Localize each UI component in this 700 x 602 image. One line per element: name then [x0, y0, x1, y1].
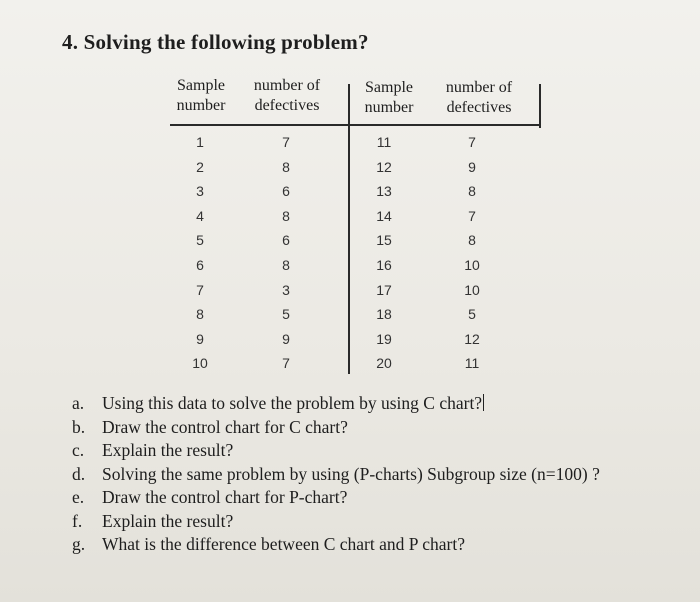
header-text: number of	[253, 77, 321, 94]
cell-sample-number: 10	[192, 355, 208, 372]
cell-sample-number: 12	[376, 158, 392, 175]
cell-defectives: 8	[282, 207, 290, 224]
cell-sample-number: 3	[196, 183, 204, 200]
header-text: Sample	[177, 77, 225, 94]
question-label: g.	[72, 534, 86, 554]
question-label: e.	[72, 487, 85, 507]
cell-defectives: 6	[282, 183, 290, 200]
table-column-divider	[348, 84, 350, 374]
cell-sample-number: 15	[376, 232, 392, 249]
table-right-border	[539, 84, 541, 128]
cell-defectives: 8	[282, 158, 290, 175]
cell-sample-number: 6	[196, 257, 204, 273]
question-label: c.	[72, 440, 85, 460]
question-item	[72, 416, 682, 440]
cell-defectives: 8	[468, 183, 476, 200]
question-item	[72, 486, 682, 510]
question-text: Draw the control chart for P-chart?	[102, 487, 348, 507]
cell-sample-number: 9	[196, 330, 204, 347]
question-label: d.	[72, 463, 86, 484]
cell-defectives: 10	[464, 281, 480, 298]
cell-defectives: 9	[282, 330, 290, 347]
header-defectives-1	[246, 76, 328, 116]
cell-defectives: 5	[282, 306, 290, 323]
cell-sample-number: 8	[196, 306, 204, 323]
cell-sample-number: 4	[196, 207, 204, 224]
question-text: What is the difference between C chart and P chart?	[102, 534, 465, 554]
cell-sample-number: 17	[376, 281, 392, 298]
cell-defectives: 7	[468, 134, 476, 150]
cell-defectives: 12	[464, 330, 480, 347]
cell-sample-number: 19	[376, 330, 392, 347]
cell-defectives: 3	[282, 281, 290, 298]
cell-sample-number: 13	[376, 183, 392, 200]
cell-defectives: 9	[468, 158, 476, 175]
cell-sample-number: 18	[376, 306, 392, 323]
header-sample-number-2	[358, 78, 420, 118]
question-text: Explain the result?	[102, 440, 234, 460]
question-label: b.	[72, 416, 86, 437]
cell-defectives: 7	[468, 207, 476, 224]
header-text: number of	[445, 79, 513, 96]
cell-defectives: 7	[282, 355, 290, 372]
cell-sample-number: 11	[376, 134, 392, 150]
header-text: defectives	[446, 99, 512, 116]
cell-defectives: 11	[464, 355, 480, 372]
question-text: Explain the result?	[102, 510, 234, 531]
header-sample-number-1	[170, 76, 232, 116]
cell-defectives: 7	[282, 134, 290, 150]
question-list	[72, 392, 682, 557]
header-defectives-2	[436, 78, 522, 118]
cell-defectives: 8	[468, 232, 476, 249]
problem-title: 4. Solving the following problem?	[62, 30, 369, 54]
question-item	[72, 533, 682, 557]
cell-defectives: 10	[464, 257, 480, 273]
question-item	[72, 463, 682, 487]
header-text: defectives	[254, 97, 320, 114]
header-text: Sample	[365, 79, 413, 96]
cell-sample-number: 7	[196, 281, 204, 298]
cell-defectives: 6	[282, 232, 290, 249]
question-text: Using this data to solve the problem by using C chart?	[102, 393, 483, 413]
cell-sample-number: 20	[376, 355, 392, 372]
text-cursor	[483, 394, 484, 411]
cell-sample-number: 5	[196, 232, 204, 249]
cell-sample-number: 1	[196, 134, 204, 150]
table-header-divider	[170, 124, 540, 126]
header-text: number	[364, 99, 414, 116]
question-text: Solving the same problem by using (P-charts) Subgroup size (n=100) ?	[102, 463, 600, 484]
cell-sample-number: 14	[376, 207, 392, 224]
question-item	[72, 392, 682, 416]
cell-sample-number: 2	[196, 158, 204, 175]
header-text: number	[176, 97, 226, 114]
cell-defectives: 5	[468, 306, 476, 323]
question-label: f.	[72, 510, 83, 531]
question-item	[72, 510, 682, 534]
cell-sample-number: 16	[376, 257, 392, 273]
question-item	[72, 439, 682, 463]
cell-defectives: 8	[282, 257, 290, 273]
question-label: a.	[72, 393, 85, 413]
question-text: Draw the control chart for C chart?	[102, 416, 348, 437]
